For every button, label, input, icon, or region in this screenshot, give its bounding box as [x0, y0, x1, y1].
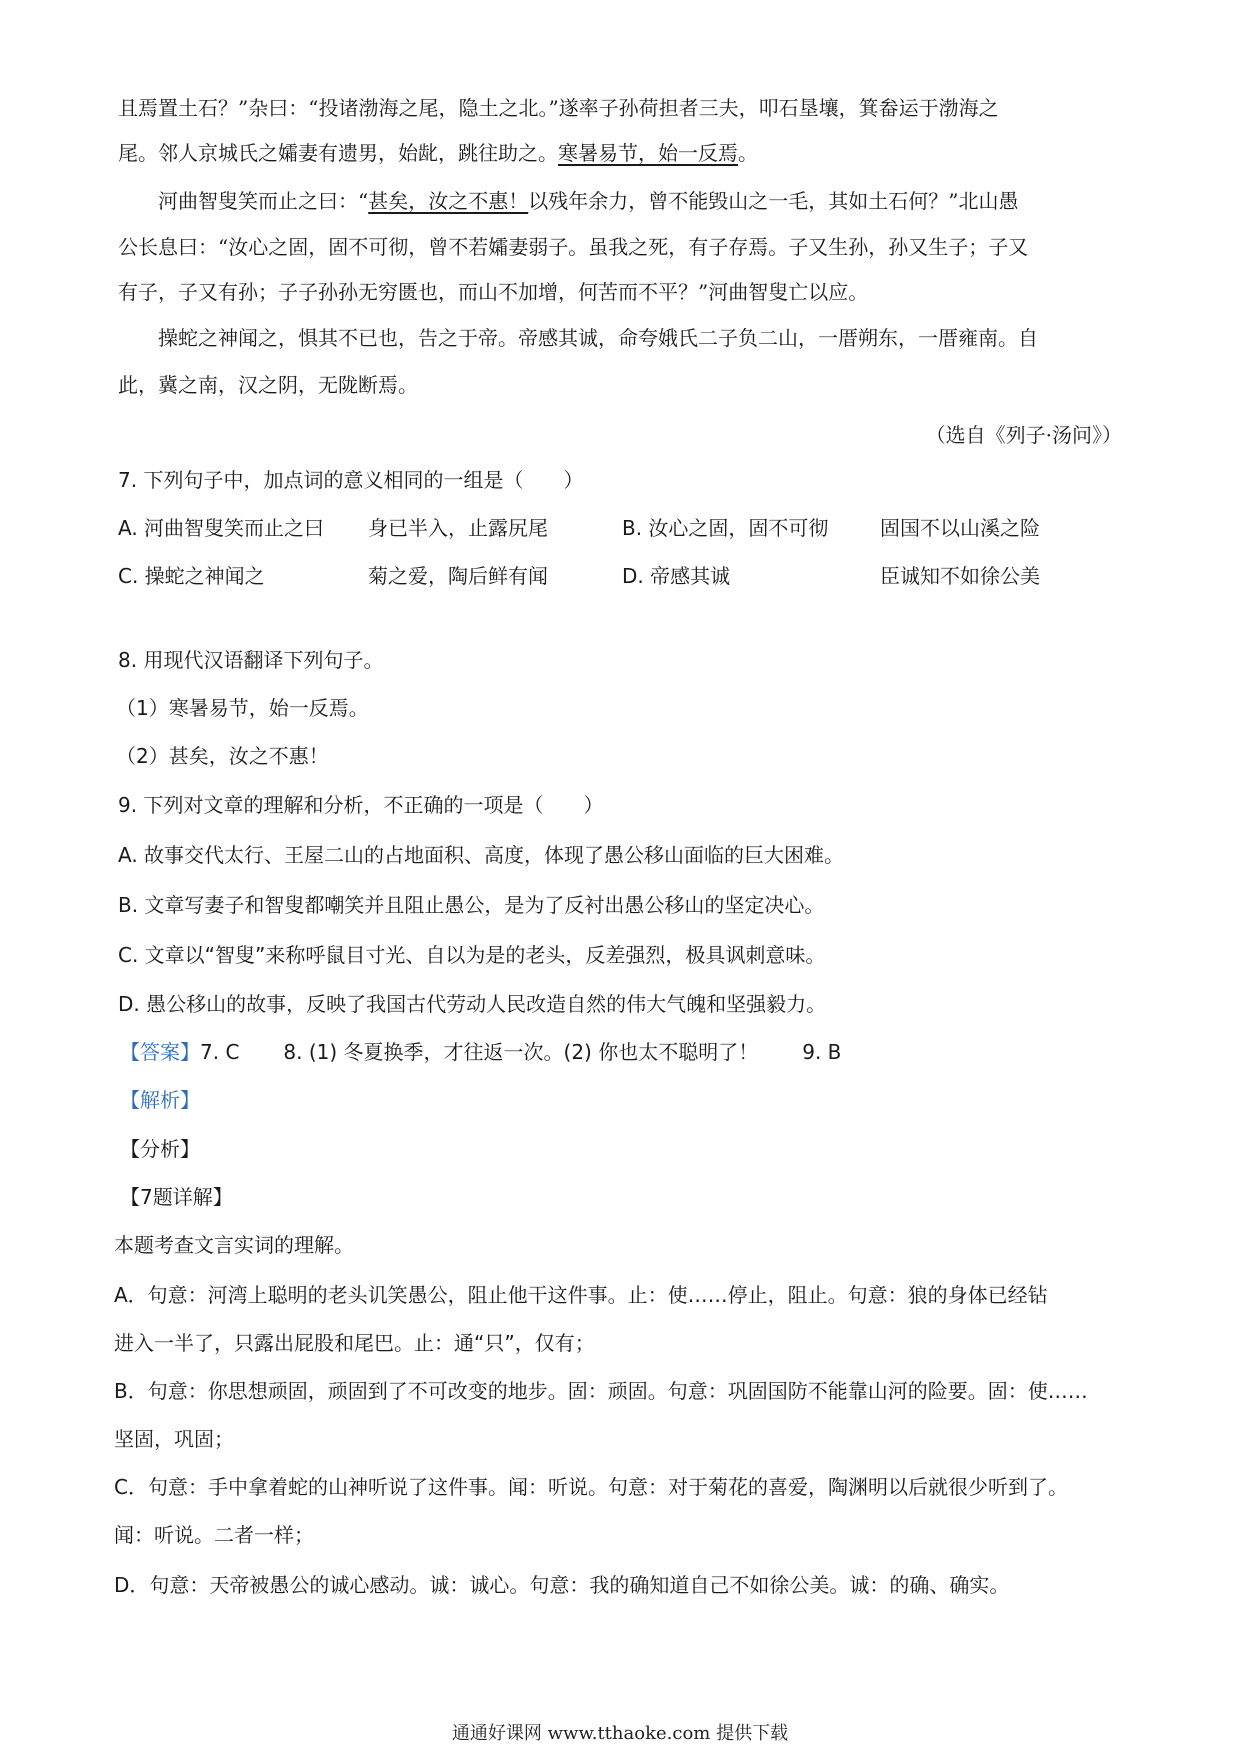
passage-line-5: 有子，子又有孙；子子孙孙无穷匮也，而山不加增，何苦而不平？”河曲智叟亡以应。 — [118, 280, 869, 304]
fenxi-label: 【分析】 — [120, 1137, 200, 1161]
q8-sentence-2: （2）甚矣，汝之不惠！ — [116, 744, 329, 768]
passage-source: （选自《列子·汤问》） — [925, 423, 1122, 447]
answer-7: 7. C — [200, 1040, 240, 1064]
answer-row — [120, 1037, 841, 1067]
passage-line-3-rest: 以残年余力，曾不能毁山之一毛，其如土石何？”北山愚 — [528, 189, 1019, 213]
detail-7-label: 【7题详解】 — [120, 1185, 233, 1209]
answer-8: 8. (1) 冬夏换季，才往返一次。(2) 你也太不聪明了！ — [283, 1040, 759, 1064]
q7-option-c-1: C. 操蛇之神闻之 — [118, 564, 265, 588]
passage-line-2 — [118, 138, 758, 168]
question-8-stem: 8. 用现代汉语翻译下列句子。 — [118, 648, 384, 672]
analysis-b-line-2: 坚固，巩固； — [114, 1427, 234, 1451]
q9-option-c: C. 文章以“智叟”来称呼鼠目寸光、自以为是的老头，反差强烈，极具讽刺意味。 — [118, 943, 826, 967]
q7-option-d-1: D. 帝感其诚 — [622, 564, 731, 588]
q8-sentence-1: （1）寒暑易节，始一反焉。 — [116, 696, 369, 720]
answer-label: 【答案】 — [120, 1040, 200, 1064]
q9-option-b: B. 文章写妻子和智叟都嘲笑并且阻止愚公，是为了反衬出愚公移山的坚定决心。 — [118, 893, 825, 917]
q7-option-a-1: A. 河曲智叟笑而止之曰 — [118, 516, 325, 540]
q9-option-a: A. 故事交代太行、王屋二山的占地面积、高度，体现了愚公移山面临的巨大困难。 — [118, 843, 845, 867]
passage-line-6: 操蛇之神闻之，惧其不已也，告之于帝。帝感其诚，命夸娥氏二子负二山，一厝朔东，一厝雍南。自 — [158, 326, 1038, 350]
analysis-a-line-1: A．句意：河湾上聪明的老头讥笑愚公，阻止他干这件事。止：使……停止，阻止。句意：狼的身体已经钻 — [114, 1283, 1048, 1307]
analysis-label: 【解析】 — [120, 1088, 200, 1112]
footer-credit: 通通好课网 www.tthaoke.com 提供下载 — [451, 1723, 789, 1744]
passage-line-3 — [158, 186, 1018, 216]
question-7-stem: 7. 下列句子中，加点词的意义相同的一组是（ ） — [118, 468, 584, 492]
analysis-d-line-1: D．句意：天帝被愚公的诚心感动。诚：诚心。句意：我的确知道自己不如徐公美。诚：的确、确实。 — [114, 1573, 1010, 1597]
analysis-c-line-2: 闻：听说。二者一样； — [114, 1523, 314, 1547]
underlined-phrase-2: 甚矣，汝之不惠！ — [368, 189, 529, 213]
underlined-phrase-1: 寒暑易节，始一反焉 — [558, 141, 738, 165]
q7-option-d-2: 臣诚知不如徐公美 — [880, 564, 1040, 588]
passage-line-1: 且焉置土石？”杂曰：“投诸渤海之尾，隐土之北。”遂率子孙荷担者三夫，叩石垦壤，箕畚运于渤海之 — [118, 96, 999, 120]
passage-line-3-text: 河曲智叟笑而止之曰：“ — [158, 189, 369, 213]
passage-line-4: 公长息曰：“汝心之固，固不可彻，曾不若孀妻弱子。虽我之死，有子存焉。子又生孙，孙又生子；子又 — [118, 235, 1029, 259]
analysis-c-line-1: C．句意：手中拿着蛇的山神听说了这件事。闻：听说。句意：对于菊花的喜爱，陶渊明以后就很少听到了。 — [114, 1475, 1068, 1499]
q9-option-d: D. 愚公移山的故事，反映了我国古代劳动人民改造自然的伟大气魄和坚强毅力。 — [118, 992, 827, 1016]
q7-option-c-2: 菊之爱，陶后鲜有闻 — [368, 564, 548, 588]
analysis-b-line-1: B．句意：你思想顽固，顽固到了不可改变的地步。固：顽固。句意：巩固国防不能靠山河的险要。固：使…… — [114, 1379, 1088, 1403]
q7-option-a-2: 身已半入，止露尻尾 — [368, 516, 548, 540]
question-9-stem: 9. 下列对文章的理解和分析，不正确的一项是（ ） — [118, 793, 604, 817]
analysis-a-line-2: 进入一半了，只露出屁股和尾巴。止：通“只”，仅有； — [114, 1331, 595, 1355]
q7-option-b-1: B. 汝心之固，固不可彻 — [622, 516, 829, 540]
passage-line-7: 此，冀之南，汉之阴，无陇断焉。 — [118, 373, 418, 397]
answer-9: 9. B — [802, 1040, 842, 1064]
q7-option-b-2: 固国不以山溪之险 — [880, 516, 1040, 540]
passage-line-2-end: 。 — [738, 141, 758, 165]
passage-line-2-text: 尾。邻人京城氏之孀妻有遗男，始龀，跳往助之。 — [118, 141, 558, 165]
analysis-intro: 本题考查文言实词的理解。 — [114, 1233, 354, 1257]
